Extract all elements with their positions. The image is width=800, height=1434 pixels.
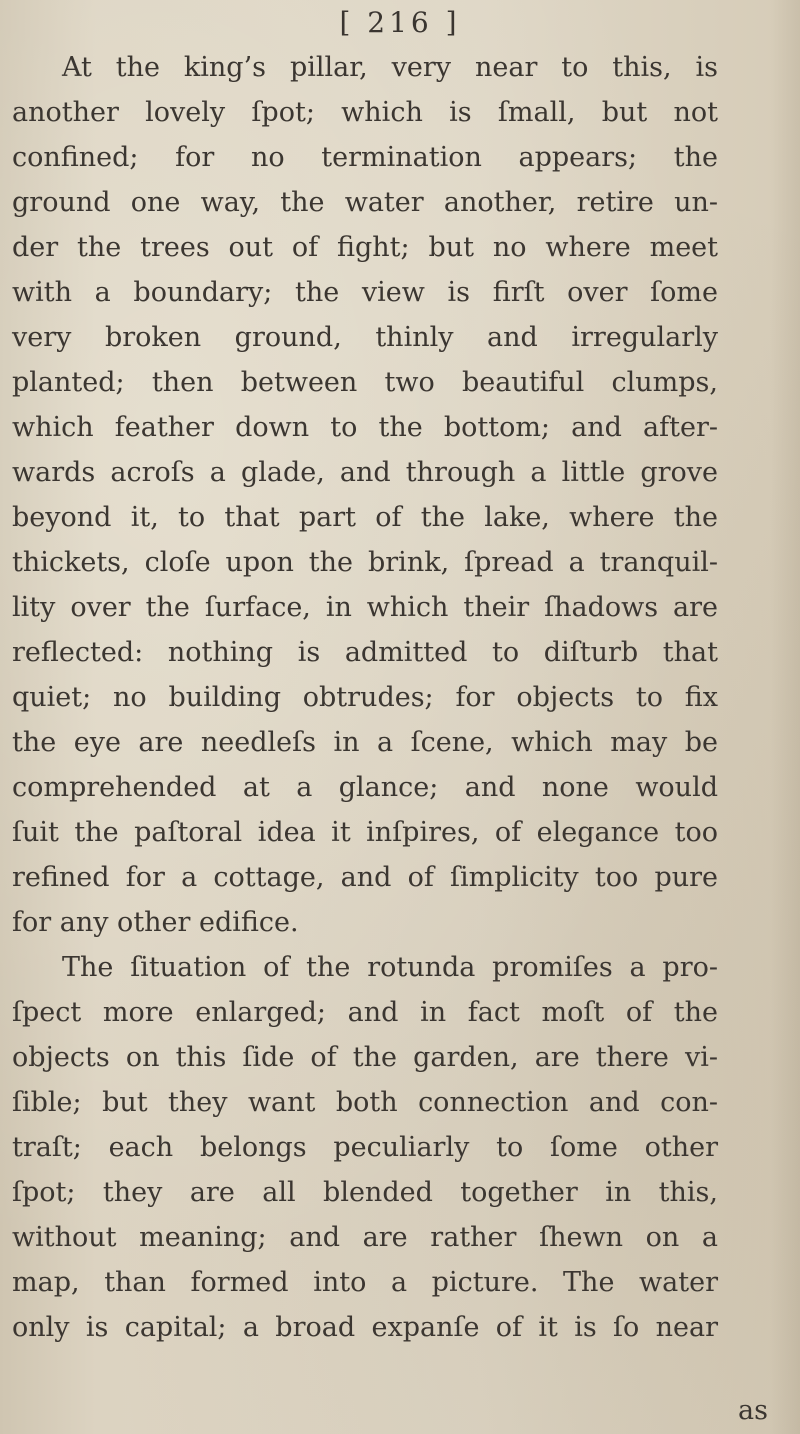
text-line: with a boundary; the view is firſt over ſome <box>12 277 718 308</box>
catchword: as <box>738 1395 768 1426</box>
text-line: The ſituation of the rotunda promiſes a pro- <box>62 952 718 983</box>
text-line: ſpot; they are all blended together in this, <box>12 1177 718 1208</box>
text-line: reflected: nothing is admitted to diſturb that <box>12 637 718 668</box>
text-line: At the king’s pillar, very near to this, is <box>62 52 718 83</box>
text-line: without meaning; and are rather ſhewn on a <box>12 1222 718 1253</box>
text-line: the eye are needleſs in a ſcene, which may be <box>12 727 718 758</box>
text-line: objects on this ſide of the garden, are there vi- <box>12 1042 718 1073</box>
text-line: ſuit the paſtoral idea it inſpires, of elegance too <box>12 817 718 848</box>
text-line: map, than formed into a picture. The water <box>12 1267 718 1298</box>
text-line: der the trees out of fight; but no where meet <box>12 232 718 263</box>
text-line: only is capital; a broad expanſe of it is ſo near <box>12 1312 718 1343</box>
text-line: ground one way, the water another, retire un- <box>12 187 718 218</box>
page-number-header: [ 216 ] <box>339 6 461 39</box>
text-line: traſt; each belongs peculiarly to ſome other <box>12 1132 718 1163</box>
text-line: thickets, cloſe upon the brink, ſpread a tranquil- <box>12 547 718 578</box>
text-line: ſpect more enlarged; and in fact moſt of the <box>12 997 718 1028</box>
text-line: ſible; but they want both connection and con- <box>12 1087 718 1118</box>
text-line: quiet; no building obtrudes; for objects to fix <box>12 682 718 713</box>
text-line: very broken ground, thinly and irregularly <box>12 322 718 353</box>
text-line: confined; for no termination appears; the <box>12 142 718 173</box>
text-line: wards acroſs a glade, and through a little grove <box>12 457 718 488</box>
text-line: another lovely ſpot; which is ſmall, but not <box>12 97 718 128</box>
text-line: planted; then between two beautiful clumps, <box>12 367 718 398</box>
text-line: for any other edifice. <box>12 907 299 938</box>
text-line: lity over the ſurface, in which their ſhadows are <box>12 592 718 623</box>
text-line: beyond it, to that part of the lake, where the <box>12 502 718 533</box>
text-line: refined for a cottage, and of ſimplicity too pure <box>12 862 718 893</box>
text-line: which feather down to the bottom; and after- <box>12 412 718 443</box>
text-line: comprehended at a glance; and none would <box>12 772 718 803</box>
